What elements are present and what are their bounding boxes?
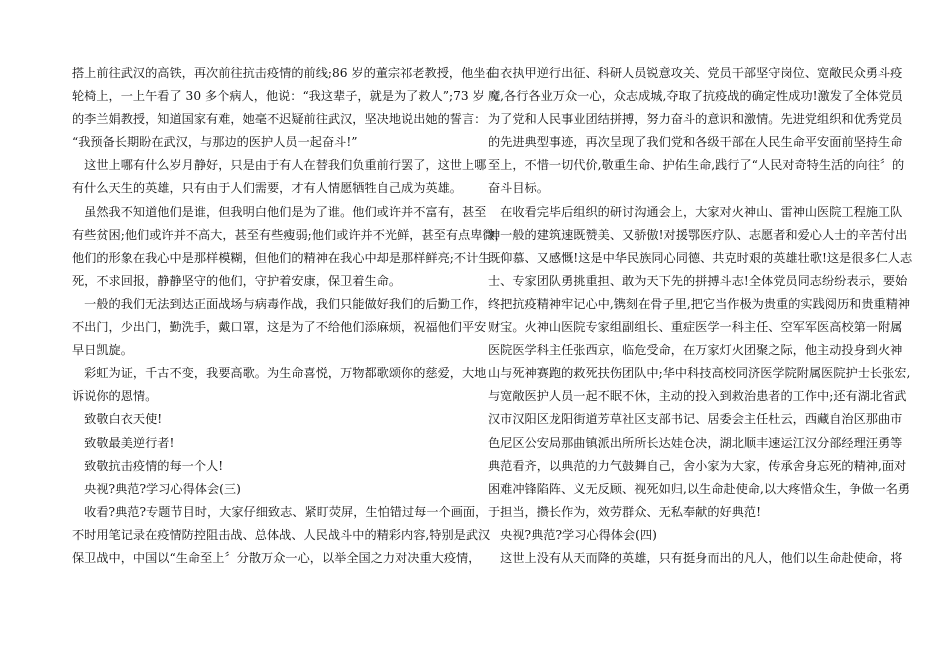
text-line: 山与死神赛跑的救死扶伤团队中;华中科技高校同济医学院附属医院护士长张宏, [488,366,911,381]
text-line: 既仰慕、又感慨!这是中华民族同心同德、共克时艰的英雄壮歌!这是很多仁人志 [488,250,913,265]
text-line: 诉说你的恩情。 [72,389,158,404]
text-line: 虽然我不知道他们是谁，但我明白他们是为了谁。他们或许并不富有，甚至 [72,204,487,219]
text-line: 的李兰娟教授，知道国家有难，她毫不迟疑前往武汉，坚决地说出她的誓言： [72,112,487,127]
text-line: 轮椅上，一上午看了 30 多个病人，他说：“我这辈子，就是为了救人”;73 岁 [72,89,485,104]
text-line: 至上，不惜一切代价,敬重生命、护佑生命,践行了“人民对奇特生活的向往〞的 [488,158,905,173]
text-line: 致敬白衣天使! [72,412,163,427]
text-line: 士、专家团队勇挑重担、敢为天下先的拼搏斗志!全体党员同志纷纷表示，要始 [488,273,908,288]
text-line: 致敬抗击疫情的每一个人! [72,458,224,473]
text-line: 困难冲锋陷阵、义无反顾、视死如归,以生命赴使命,以大疼惜众生，争做一名勇 [488,481,911,496]
section-heading: 央视?典范?学习心得体会(四) [488,527,657,542]
text-line: 不出门，少出门，勤洗手，戴口罩，这是为了不给他们添麻烦，祝福他们平安 [72,320,487,335]
text-line: 汉市汉阳区龙阳街道芳草社区支部书记、居委会主任杜云，西藏自治区那曲市 [488,412,903,427]
text-line: 奋斗目标。 [488,181,549,196]
section-heading: 央视?典范?学习心得体会(三) [72,481,241,496]
text-line: 白衣执甲逆行出征、科研人员锐意攻关、党员干部坚守岗位、宽敞民众勇斗疫 [488,66,903,80]
text-line: 这世上哪有什么岁月静好，只是由于有人在替我们负重前行罢了，这世上哪 [72,158,487,173]
text-line: 财宝。火神山医院专家组副组长、重症医学一科主任、空军军医高校第一附属 [488,320,903,335]
text-line: 医院医学科主任张西京，临危受命，在万家灯火团聚之际，他主动投身到火神 [488,343,903,358]
text-line: 终把抗疫精神牢记心中,镌刻在骨子里,把它当作极为贵重的实践阅历和贵重精神 [488,296,911,311]
text-line: 死，不求回报，静静坚守的他们，守护着安康，保卫着生命。 [72,273,402,288]
text-line: 与宽敞医护人员一起不眠不休，主动的投入到救治患者的工作中;还有湖北省武 [488,389,907,404]
text-line: 神一般的建筑速既赞美、又骄傲!对援鄂医疗队、志愿者和爱心人士的辛苦付出 [488,227,908,242]
left-text-column [72,62,507,570]
text-line: 典范看齐，以典范的力气鼓舞自己，舍小家为大家，传承舍身忘死的精神,面对 [488,458,907,473]
text-line: 为了党和人民事业团结拼搏，努力奋斗的意识和激情。先进党组织和优秀党员 [488,112,903,127]
text-line: 有些贫困;他们或许并不高大，甚至有些瘦弱;他们或许并不光鲜，甚至有点卑微， [72,227,507,242]
text-line: 收看?典范?专题节目时，大家仔细致志、紧盯荧屏，生怕错过每一个画面， [72,504,488,519]
text-line: 早日凯旋。 [72,343,133,358]
text-line: 搭上前往武汉的高铁，再次前往抗击疫情的前线;86 岁的董宗祁老教授，他坐在 [72,66,498,80]
text-line: 保卫战中，中国以“生命至上〞分散万众一心，以举全国之力对决重大疫情， [72,550,481,565]
text-line: 在收看完毕后组织的研讨沟通会上，大家对火神山、雷神山医院工程施工队 [488,204,903,219]
text-line: 致敬最美逆行者! [72,435,175,450]
text-line: 魔,各行各业万众一心，众志成城,夺取了抗疫战的确定性成功!激发了全体党员 [488,89,903,104]
text-line: 他们的形象在我心中是那样模糊，但他们的精神在我心中却是那样鲜亮;不计生 [72,250,491,265]
right-text-column [488,62,913,570]
text-line: 不时用笔记录在疫情防控阻击战、总体战、人民战斗中的精彩内容,特别是武汉 [72,527,491,542]
text-line: 的先进典型事迹，再次呈现了我们党和各级干部在人民生命平安面前坚持生命 [488,135,903,150]
text-line: “我预备长期盼在武汉，与那边的医护人员一起奋斗!” [72,135,358,150]
text-line: 色尼区公安局那曲镇派出所所长达娃仓决，湖北顺丰速运江汉分部经理汪勇等 [488,435,903,450]
text-line: 一般的我们无法到达正面战场与病毒作战，我们只能做好我们的后勤工作， [72,296,487,311]
text-line: 有什么天生的英雄，只有由于人们需要，才有人情愿牺牲自己成为英雄。 [72,181,462,196]
text-line: 这世上没有从天而降的英雄，只有挺身而出的凡人，他们以生命赴使命，将 [488,550,903,565]
text-line: 于担当，攒长作为，效劳群众、无私奉献的好典范! [488,504,762,519]
text-line: 彩虹为证，千古不变，我要高歌。为生命喜悦，万物都歌颂你的慈爱，大地 [72,366,487,381]
